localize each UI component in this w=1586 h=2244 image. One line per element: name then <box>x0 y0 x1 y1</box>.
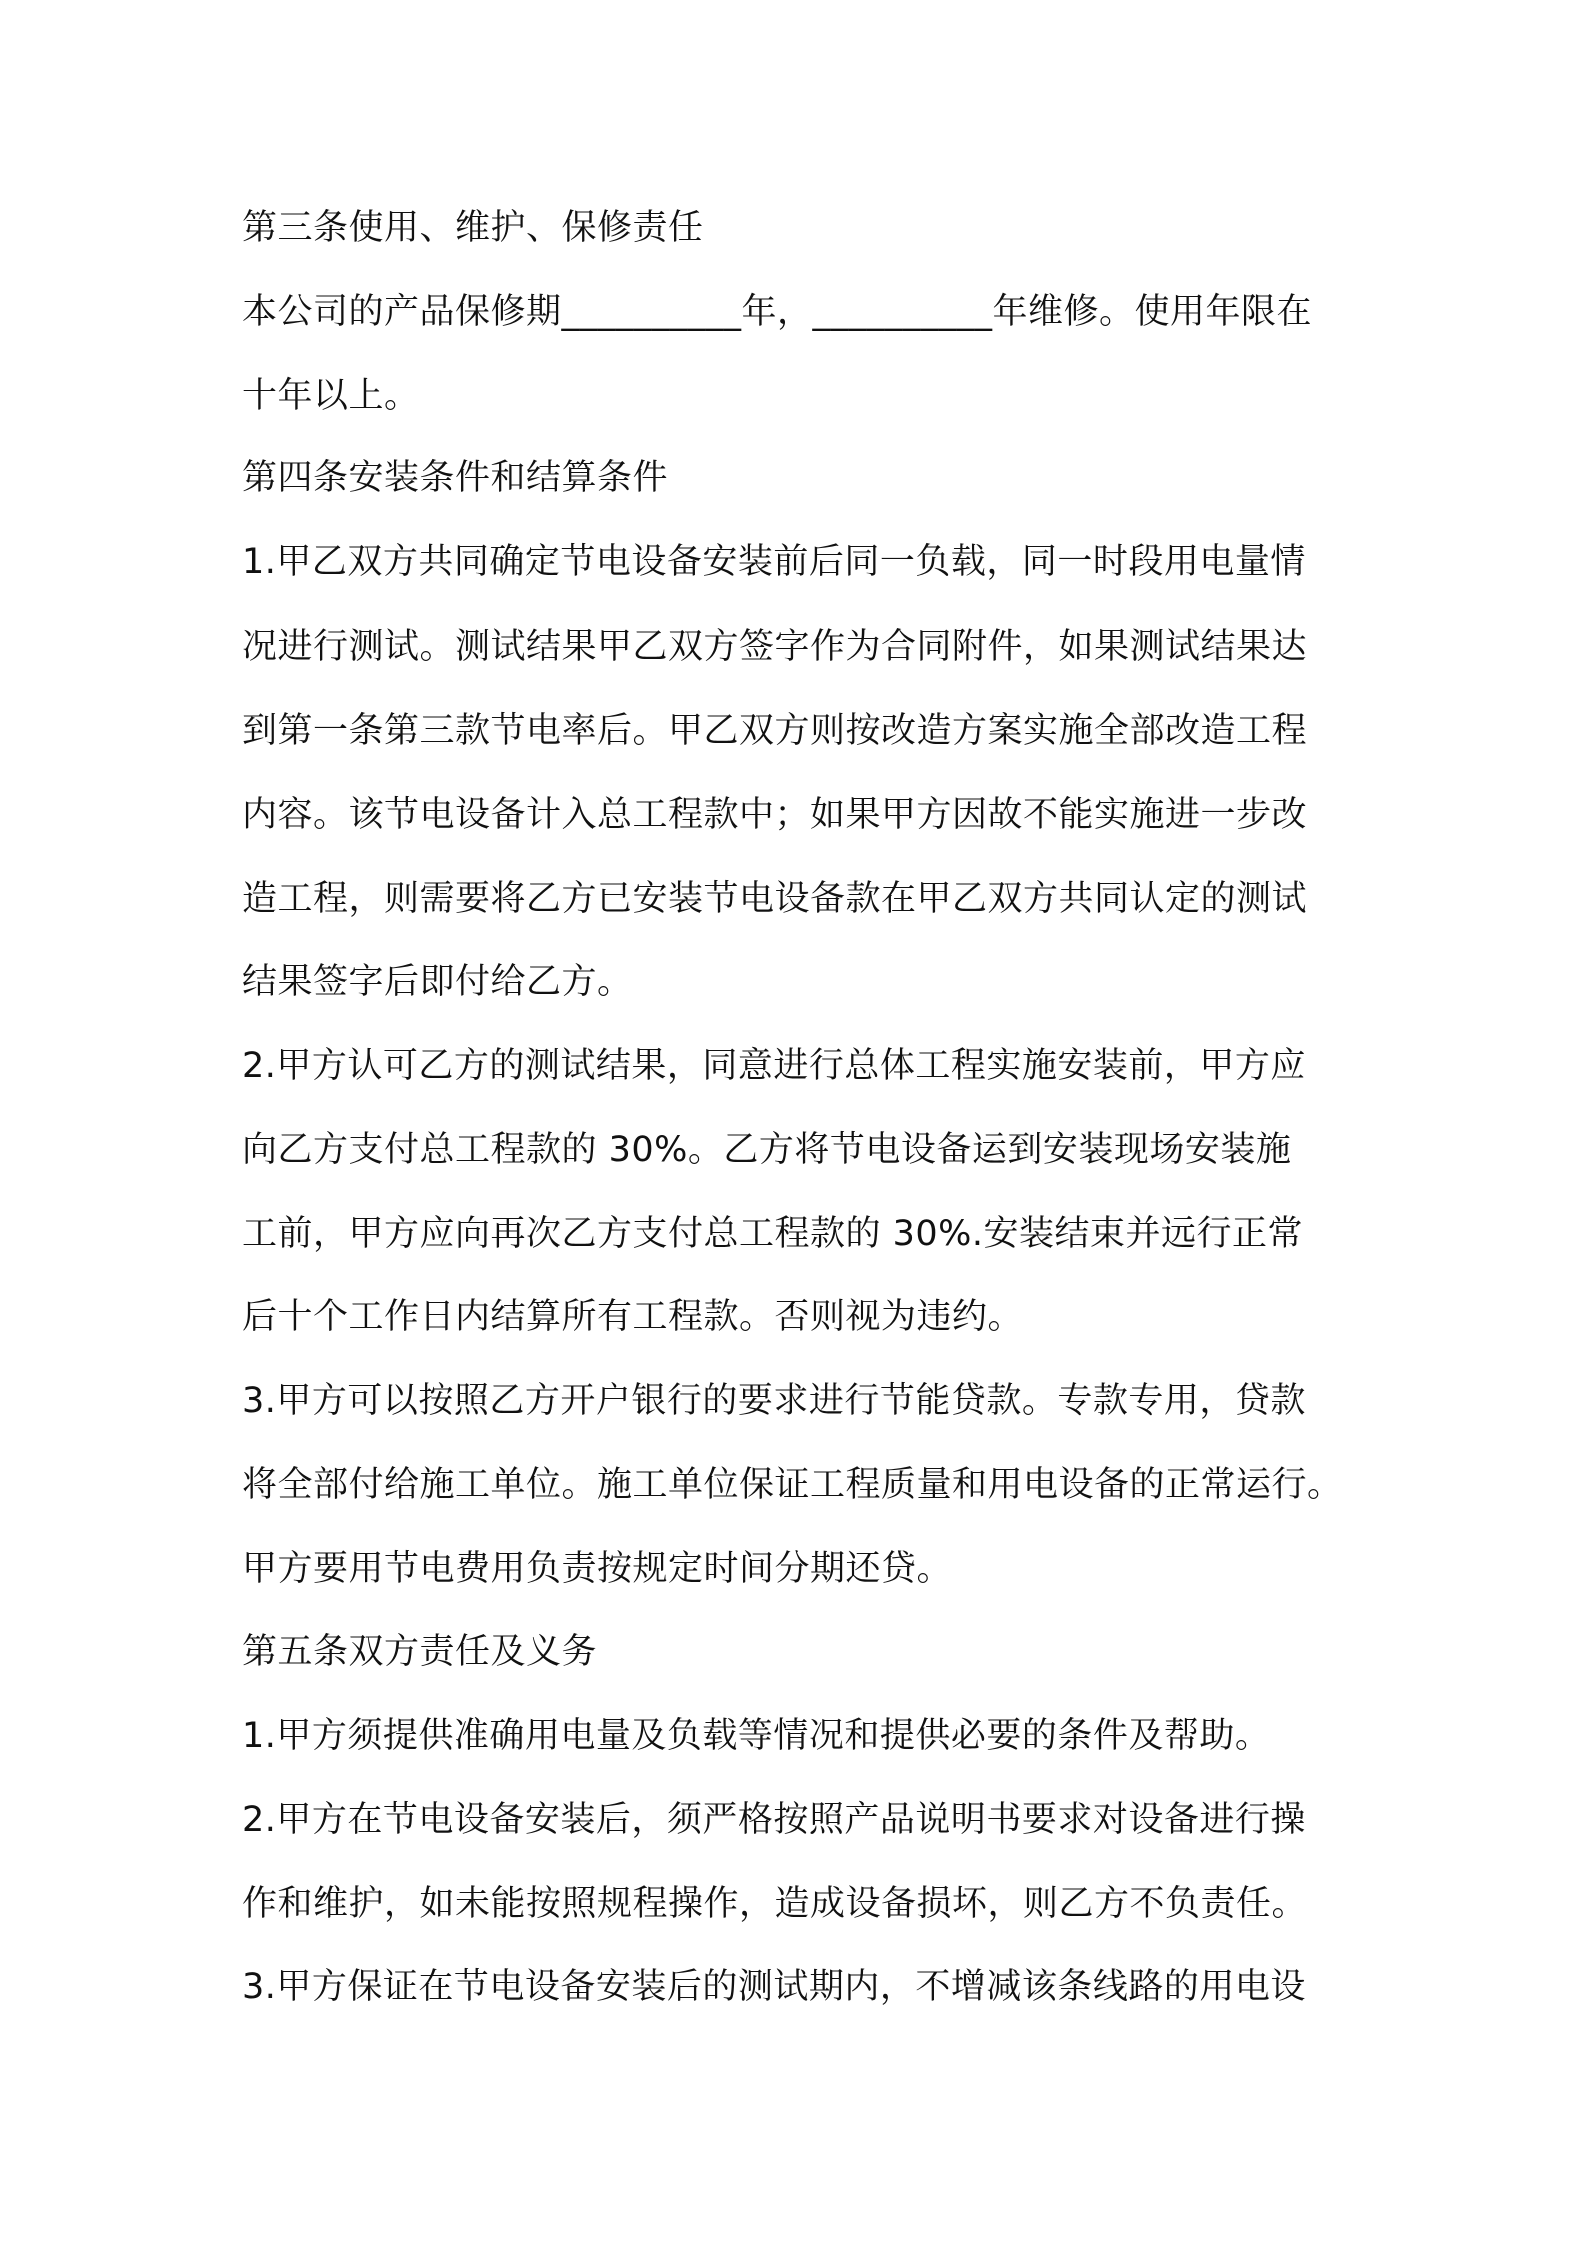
text-line: 作和维护，如未能按照规程操作，造成设备损坏，则乙方不负责任。 <box>242 1884 1308 1924</box>
text-line: 3.甲方可以按照乙方开户银行的要求进行节能贷款。专款专用，贷款 <box>242 1381 1306 1421</box>
text-line: 十年以上。 <box>242 376 420 416</box>
text-line: 况进行测试。测试结果甲乙双方签字作为合同附件，如果测试结果达 <box>242 627 1308 667</box>
article-3-heading: 第三条使用、维护、保修责任 <box>242 208 704 248</box>
text-line: 2.甲方在节电设备安装后，须严格按照产品说明书要求对设备进行操 <box>242 1800 1306 1840</box>
text-line: 结果签字后即付给乙方。 <box>242 962 633 1002</box>
text-line: 本公司的产品保修期__________年，__________年维修。使用年限在 <box>242 292 1313 332</box>
text-line: 造工程，则需要将乙方已安装节电设备款在甲乙双方共同认定的测试 <box>242 879 1308 919</box>
article-4-heading: 第四条安装条件和结算条件 <box>242 458 669 498</box>
text-line: 内容。该节电设备计入总工程款中；如果甲方因故不能实施进一步改 <box>242 795 1308 835</box>
article-5-heading: 第五条双方责任及义务 <box>242 1632 598 1672</box>
text-line: 1.甲乙双方共同确定节电设备安装前后同一负载，同一时段用电量情 <box>242 542 1306 582</box>
text-line: 3.甲方保证在节电设备安装后的测试期内，不增减该条线路的用电设 <box>242 1967 1306 2007</box>
text-line: 2.甲方认可乙方的测试结果，同意进行总体工程实施安装前，甲方应 <box>242 1046 1306 1086</box>
text-line: 向乙方支付总工程款的 30%。乙方将节电设备运到安装现场安装施 <box>242 1130 1292 1170</box>
text-line: 后十个工作日内结算所有工程款。否则视为违约。 <box>242 1297 1024 1337</box>
text-line: 工前，甲方应向再次乙方支付总工程款的 30%.安装结束并远行正常 <box>242 1214 1304 1254</box>
text-line: 将全部付给施工单位。施工单位保证工程质量和用电设备的正常运行。 <box>242 1465 1343 1505</box>
text-line: 到第一条第三款节电率后。甲乙双方则按改造方案实施全部改造工程 <box>242 711 1308 751</box>
text-line: 1.甲方须提供准确用电量及负载等情况和提供必要的条件及帮助。 <box>242 1716 1271 1756</box>
text-line: 甲方要用节电费用负责按规定时间分期还贷。 <box>242 1549 953 1589</box>
